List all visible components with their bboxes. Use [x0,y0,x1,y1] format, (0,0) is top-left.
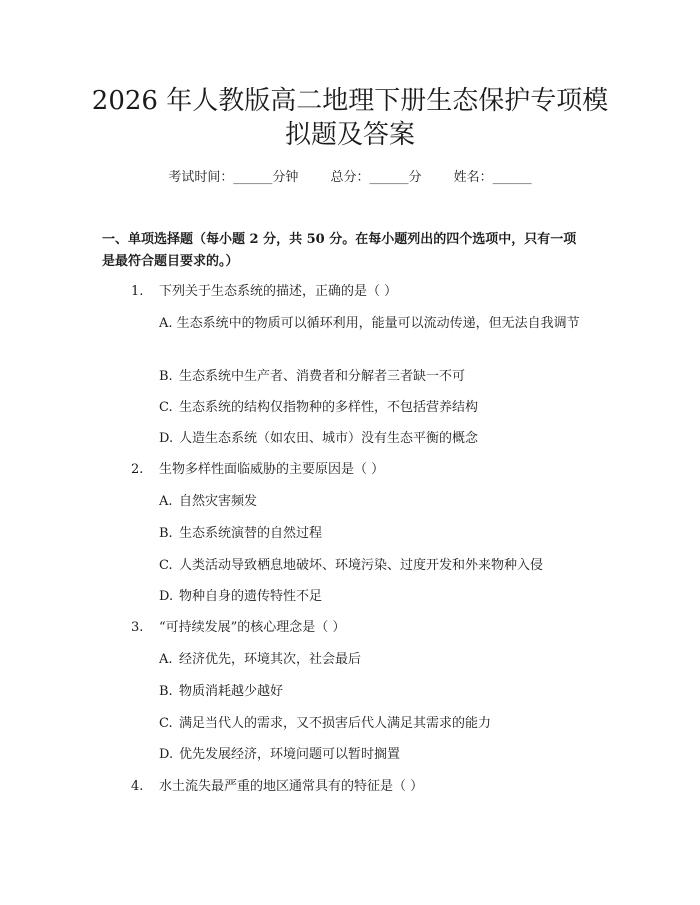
name-label: 姓名： [453,170,493,185]
question-number: 1. [131,284,144,299]
question-2 [131,459,384,481]
question-3 [131,617,345,639]
question-1 [131,281,397,303]
total-score-field [330,170,421,185]
question-text: 下列关于生态系统的描述，正确的是（ ） [159,284,398,299]
option-text: 生态系统演替的自然过程 [179,526,323,541]
question-3-option-a [159,649,361,671]
total-score-blank: ______ [369,170,409,185]
question-2-option-d [159,586,322,608]
option-letter: C. [159,400,173,415]
exam-time-field [168,170,298,185]
section-heading-line-2: 是最符合题目要求的。） [102,254,239,269]
section-heading-line-1: 一、单项选择题（每小题 2 分，共 50 分。在每小题列出的四个选项中，只有一项 [102,232,577,247]
exam-time-label: 考试时间： [168,170,234,185]
question-number: 3. [131,620,144,635]
option-text: 生态系统中生产者、消费者和分解者三者缺一不可 [179,369,466,384]
question-1-option-a [102,313,622,335]
option-text: 物种自身的遗传特性不足 [179,589,323,604]
document-title-line-1: 2026 年人教版高二地理下册生态保护专项模 [91,86,609,116]
option-letter: A. [159,494,173,509]
option-letter: D. [159,589,174,604]
document-title-line-2: 拟题及答案 [284,120,415,150]
total-score-label: 总分： [330,170,370,185]
option-letter: B. [159,369,173,384]
question-3-option-d [159,744,400,766]
name-field [454,170,532,185]
question-text: 水土流失最严重的地区通常具有的特征是（ ） [159,779,424,794]
question-text: “可持续发展”的核心理念是（ ） [159,620,346,635]
option-letter: D. [159,431,174,446]
exam-time-blank: ______ [233,170,273,185]
question-1-option-b [159,366,465,388]
question-2-option-a [159,491,257,513]
option-text: 经济优先，环境其次，社会最后 [179,652,362,667]
option-text: 生态系统中的物质可以循环利用，能量可以流动传递，但无法自我调节 [176,316,580,331]
option-letter: C. [159,558,173,573]
question-1-option-d [159,428,478,450]
option-letter: D. [159,747,174,762]
option-text: 物质消耗越少越好 [179,684,284,699]
total-score-unit: 分 [408,170,422,185]
question-2-option-c [159,555,543,577]
option-text: 优先发展经济，环境问题可以暂时搁置 [179,747,401,762]
question-1-option-c [159,397,478,419]
question-number: 2. [131,462,144,477]
option-letter: A. [159,316,173,331]
option-text: 自然灾害频发 [179,494,258,509]
exam-info [0,169,700,187]
question-2-option-b [159,523,322,545]
option-letter: C. [159,716,173,731]
name-blank: ______ [492,170,532,185]
option-letter: B. [159,684,173,699]
option-letter: B. [159,526,173,541]
question-number: 4. [131,779,144,794]
option-text: 满足当代人的需求，又不损害后代人满足其需求的能力 [179,716,492,731]
option-text: 人造生态系统（如农田、城市）没有生态平衡的概念 [179,431,479,446]
question-3-option-c [159,713,491,735]
option-text: 人类活动导致栖息地破坏、环境污染、过度开发和外来物种入侵 [179,558,544,573]
question-text: 生物多样性面临威胁的主要原因是（ ） [159,462,385,477]
question-3-option-b [159,681,283,703]
question-4 [131,776,423,798]
option-letter: A. [159,652,173,667]
option-text: 生态系统的结构仅指物种的多样性，不包括营养结构 [179,400,479,415]
exam-time-unit: 分钟 [272,170,299,185]
